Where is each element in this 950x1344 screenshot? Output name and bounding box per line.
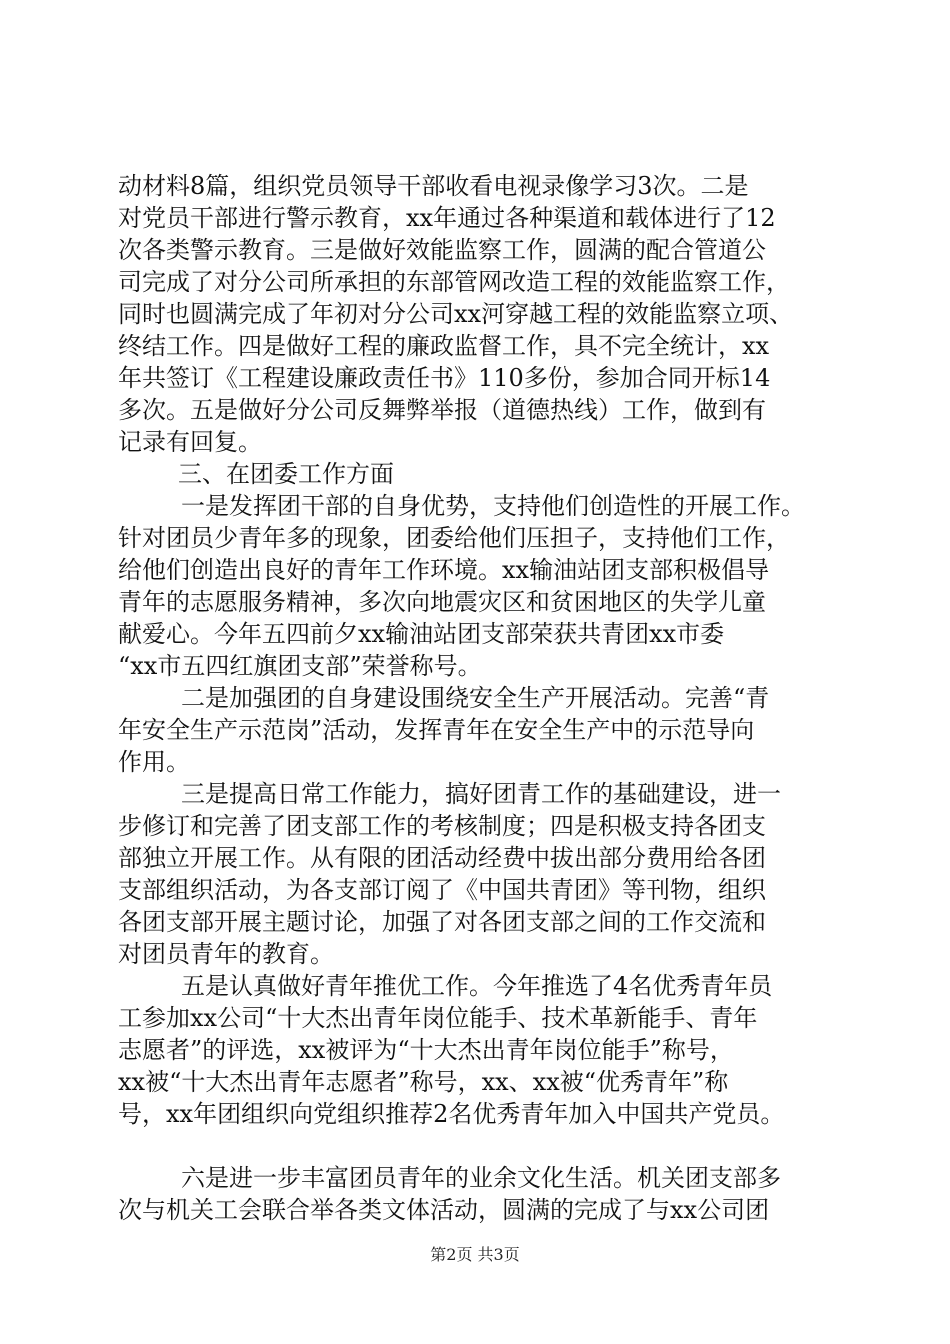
- paragraph-first-line: 一是发挥团干部的自身优势，支持他们创造性的开展工作。: [181, 492, 805, 520]
- text-line: “xx市五四红旗团支部”荣誉称号。: [118, 652, 482, 680]
- text-line: 同时也圆满完成了年初对分公司xx河穿越工程的效能监察立项、: [118, 300, 794, 328]
- text-line: 给他们创造出良好的青年工作环境。xx输油站团支部积极倡导: [118, 556, 770, 584]
- page-number-footer: 第2页 共3页: [430, 1245, 520, 1264]
- text-line: 次与机关工会联合举各类文体活动，圆满的完成了与xx公司团: [118, 1196, 770, 1224]
- text-line: 工参加xx公司“十大杰出青年岗位能手、技术革新能手、青年: [118, 1004, 758, 1032]
- text-line: 号，xx年团组织向党组织推荐2名优秀青年加入中国共产党员。: [118, 1100, 785, 1128]
- paragraph-first-line: 六是进一步丰富团员青年的业余文化生活。机关团支部多: [181, 1164, 781, 1192]
- text-line: 终结工作。四是做好工程的廉政监督工作，具不完全统计，xx: [118, 332, 770, 360]
- text-line: 青年的志愿服务精神，多次向地震灾区和贫困地区的失学儿童: [118, 588, 766, 616]
- paragraph-spacer: [118, 1130, 830, 1162]
- paragraph-first-line: 二是加强团的自身建设围绕安全生产开展活动。完善“青: [181, 684, 770, 712]
- paragraph-first-line: 三是提高日常工作能力，搞好团青工作的基础建设，进一: [181, 780, 781, 808]
- document-body: [118, 170, 830, 1226]
- text-line: 动材料8篇，组织党员领导干部收看电视录像学习3次。二是: [118, 172, 749, 200]
- text-line: 多次。五是做好分公司反舞弊举报（道德热线）工作，做到有: [118, 396, 766, 424]
- text-line: 作用。: [118, 748, 190, 776]
- text-line: 各团支部开展主题讨论，加强了对各团支部之间的工作交流和: [118, 908, 766, 936]
- text-line: 次各类警示教育。三是做好效能监察工作，圆满的配合管道公: [118, 236, 766, 264]
- text-line: 对党员干部进行警示教育，xx年通过各种渠道和载体进行了12: [118, 204, 776, 232]
- text-line: 年安全生产示范岗”活动，发挥青年在安全生产中的示范导向: [118, 716, 755, 744]
- text-line: 对团员青年的教育。: [118, 940, 334, 968]
- paragraph-first-line: 五是认真做好青年推优工作。今年推选了4名优秀青年员: [181, 972, 773, 1000]
- text-line: 部独立开展工作。从有限的团活动经费中拔出部分费用给各团: [118, 844, 766, 872]
- text-line: 年共签订《工程建设廉政责任书》110多份，参加合同开标14: [118, 364, 771, 392]
- text-line: xx被“十大杰出青年志愿者”称号，xx、xx被“优秀青年”称: [118, 1068, 729, 1096]
- text-line: 司完成了对分公司所承担的东部管网改造工程的效能监察工作，: [118, 268, 790, 296]
- text-line: 献爱心。今年五四前夕xx输油站团支部荣获共青团xx市委: [118, 620, 725, 648]
- text-line: 记录有回复。: [118, 428, 262, 456]
- text-line: 志愿者”的评选，xx被评为“十大杰出青年岗位能手”称号，: [118, 1036, 734, 1064]
- text-line: 支部组织活动，为各支部订阅了《中国共青团》等刊物，组织: [118, 876, 766, 904]
- text-line: 针对团员少青年多的现象，团委给他们压担子，支持他们工作，: [118, 524, 790, 552]
- text-line: 步修订和完善了团支部工作的考核制度；四是积极支持各团支: [118, 812, 766, 840]
- section-heading: 三、在团委工作方面: [178, 460, 394, 488]
